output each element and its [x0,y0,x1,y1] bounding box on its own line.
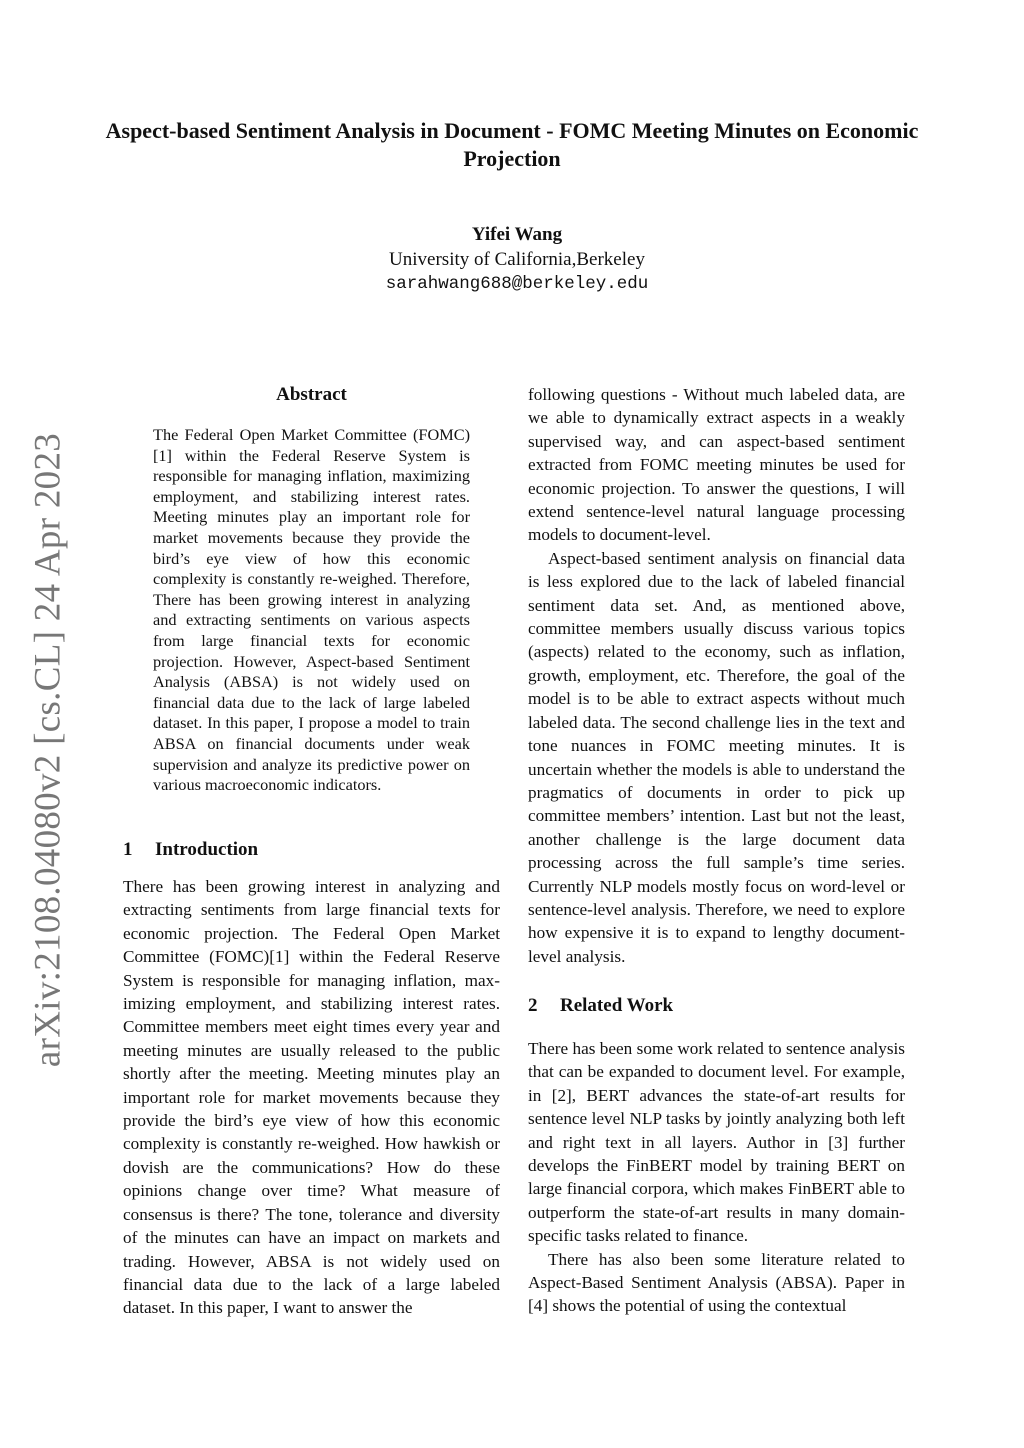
introduction-body [123,875,500,1320]
paper-title: Aspect-based Sentiment Analysis in Document - FOMC Meeting Minutes on Economic Projection [105,118,919,171]
abstract-heading: Abstract [276,384,347,405]
related-work-heading [528,994,673,1018]
author-name: Yifei Wang [471,224,563,245]
arxiv-identifier: arXiv:2108.04080v2 [cs.CL] 24 Apr 2023 [27,432,69,1068]
author-affiliation: University of California,Berkeley [389,249,645,270]
related-work-body [528,1037,905,1318]
related-work-paragraph: There has also been some literature related to Aspect-Based Sentiment Analysis (ABSA). Paper in [4] shows the potential of using the contextual [528,1249,905,1316]
introduction-continued-paragraph: Aspect-based sentiment analysis on financial data is less explored due to the lack of labeled financial sentiment data set. And, as mentioned above, committee members usually discuss various topics (aspects) related to the economy, such as inflation, growth, employment, etc. Therefore, the goal of the model is to be able to extract aspects without much labeled data. The second challenge lies in the text and tone nuances in FOMC meeting minutes. It is uncertain whether the models is able to understand the pragmatics of documents in order to pick up committee members’ intention. Last but not the least, another challenge is the large document data processing across the full sample’s time series. Currently NLP models mostly focus on word-level or sentence-level analysis. Therefore, we need to explore how expensive it is to expand to lengthy document-level analysis. [528,548,905,966]
related-work-number: 2 [528,995,538,1016]
related-work-paragraph: There has been some work related to sentence analysis that can be expanded to document level. For example, in [2], BERT advances the state-of-art results for sentence level NLP tasks by jointly analyzing both left and right text in all layers. Author in [3] further develops the FinBERT model by training BERT on large financial corpora, which makes FinBERT able to outperform the state-of-art results in many domain-specific tasks related to finance. [528,1039,905,1246]
introduction-paragraph: There has been growing interest in analyzing and extracting sentiments from large financial texts for economic projection. The Federal Open Market Committee (FOMC)[1] within the Federal Reserve System is responsible for managing inflation, maximizing employment, and stabilizing interest rates. Committee members meet eight times every year and meeting minutes are usually released to the public shortly after the meeting. Meeting minutes play an important role for market movements because they provide the bird’s eye view of how this economic complexity is constantly re-weighed. How hawkish or dovish are the communications? How do these opinions change over time? What measure of consensus is there? The tone, tolerance and diversity of the minutes can have an impact on markets and trading. However, ABSA is not widely used on financial data due to the lack of a large labeled dataset. In this paper, I want to answer the [123,877,500,1318]
introduction-number: 1 [123,839,133,860]
right-column [528,383,905,968]
introduction-title: Introduction [155,839,259,860]
introduction-heading [123,838,258,862]
author-block [250,222,784,297]
introduction-continued-paragraph: following questions - Without much labeled data, are we able to dynamically extract aspects in a weakly supervised way, and can aspect-based sentiment extracted from FOMC meeting minutes be used for economic projection. To answer the questions, I will extend sentence-level natural language processing models to document-level. [528,385,905,545]
author-email: sarahwang688@berkeley.edu [385,274,649,294]
related-work-title: Related Work [560,995,674,1016]
abstract-text: The Federal Open Market Committee (FOMC)[1] within the Federal Reserve System is responsible for managing inflation, maximizing employment, and stabilizing interest rates. Meeting minutes play an important role for market movements because they provide the bird’s eye view of how this economic complexity is constantly re-weighed. Therefore, There has been growing interest in analyzing and extracting sentiments on various aspects from large financial texts for economic projection. However, Aspect-based Sentiment Analysis (ABSA) is not widely used on financial data due to the lack of large labeled dataset. In this paper, I propose a model to train ABSA on financial documents under weak supervision and analyze its predictive power on various macroeconomic indicators. [153,425,470,795]
